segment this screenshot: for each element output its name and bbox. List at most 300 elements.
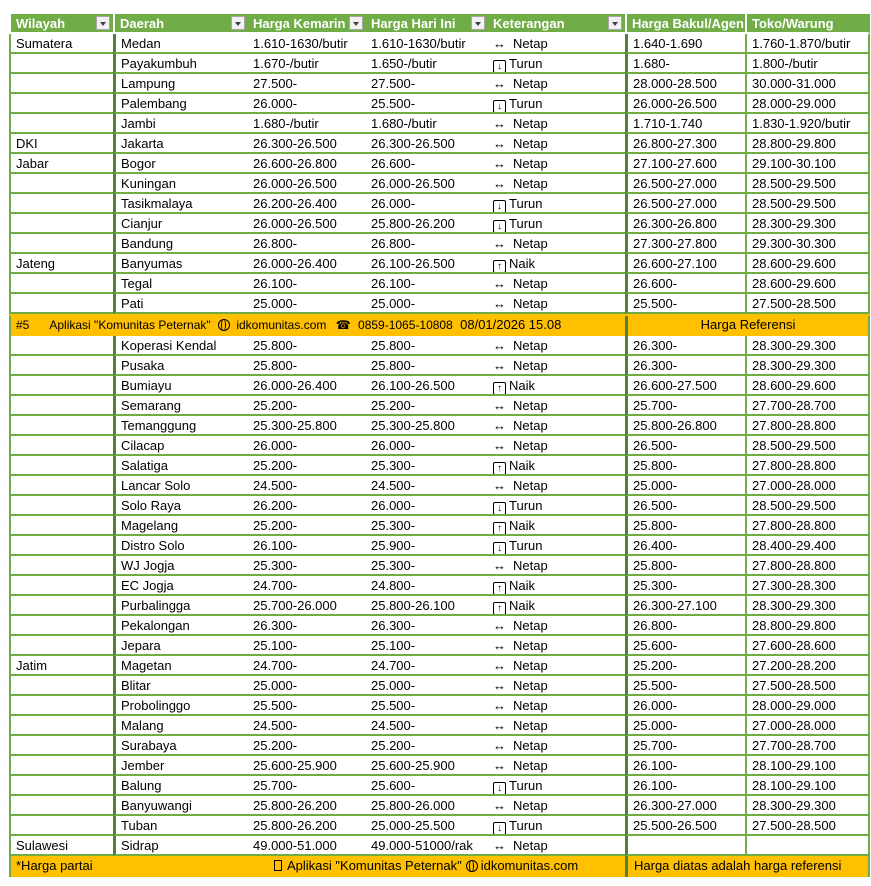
area-cell[interactable]: Pekalongan	[113, 616, 248, 636]
area-cell[interactable]: Blitar	[113, 676, 248, 696]
area-cell[interactable]: Banyumas	[113, 254, 248, 274]
status-cell[interactable]	[488, 416, 625, 436]
area-cell[interactable]: Distro Solo	[113, 536, 248, 556]
yesterday-price-cell[interactable]: 26.200-	[248, 496, 366, 516]
area-cell[interactable]: Koperasi Kendal	[113, 336, 248, 356]
shop-price-cell[interactable]: 28.500-29.500	[745, 496, 870, 516]
today-price-cell[interactable]: 1.610-1630/butir	[366, 34, 488, 54]
today-price-cell[interactable]: 26.800-	[366, 234, 488, 254]
agent-price-cell[interactable]: 26.100-	[625, 776, 745, 796]
shop-price-cell[interactable]: 28.800-29.800	[745, 134, 870, 154]
agent-price-cell[interactable]: 25.500-	[625, 676, 745, 696]
area-cell[interactable]: Cilacap	[113, 436, 248, 456]
left-right-arrow-icon: ↔	[493, 678, 506, 693]
banner-website[interactable]: idkomunitas.com	[236, 318, 327, 332]
area-cell[interactable]: Palembang	[113, 94, 248, 114]
yesterday-price-cell[interactable]: 26.200-26.400	[248, 194, 366, 214]
area-cell[interactable]: WJ Jogja	[113, 556, 248, 576]
status-cell[interactable]	[488, 616, 625, 636]
agent-price-cell[interactable]: 25.600-	[625, 636, 745, 656]
agent-price-cell[interactable]: 25.500-	[625, 294, 745, 314]
status-cell[interactable]	[488, 74, 625, 94]
table-row	[9, 496, 870, 516]
shop-price-cell[interactable]: 28.600-29.600	[745, 274, 870, 294]
agent-price-cell[interactable]: 25.500-26.500	[625, 816, 745, 836]
yesterday-price-cell[interactable]: 24.700-	[248, 656, 366, 676]
agent-price-cell[interactable]: 27.100-27.600	[625, 154, 745, 174]
today-price-cell[interactable]: 25.200-	[366, 396, 488, 416]
yesterday-price-cell[interactable]: 25.000-	[248, 676, 366, 696]
region-cell[interactable]	[9, 616, 113, 636]
yesterday-price-cell[interactable]: 26.000-26.500	[248, 214, 366, 234]
today-price-cell[interactable]: 25.000-	[366, 294, 488, 314]
region-cell[interactable]	[9, 396, 113, 416]
yesterday-price-cell[interactable]: 49.000-51.000	[248, 836, 366, 856]
yesterday-price-cell[interactable]: 25.200-	[248, 396, 366, 416]
area-cell[interactable]: Semarang	[113, 396, 248, 416]
agent-price-cell[interactable]: 25.700-	[625, 736, 745, 756]
region-cell[interactable]	[9, 536, 113, 556]
region-cell[interactable]	[9, 456, 113, 476]
today-price-cell[interactable]: 27.500-	[366, 74, 488, 94]
today-price-cell[interactable]: 26.100-26.500	[366, 376, 488, 396]
yesterday-price-cell[interactable]: 26.600-26.800	[248, 154, 366, 174]
status-cell[interactable]	[488, 174, 625, 194]
area-cell[interactable]: Solo Raya	[113, 496, 248, 516]
agent-price-cell[interactable]: 25.200-	[625, 656, 745, 676]
shop-price-cell[interactable]: 28.500-29.500	[745, 174, 870, 194]
shop-price-cell[interactable]: 27.000-28.000	[745, 476, 870, 496]
shop-price-cell[interactable]: 29.100-30.100	[745, 154, 870, 174]
column-header-label: Keterangan	[493, 16, 565, 31]
shop-price-cell[interactable]: 28.100-29.100	[745, 756, 870, 776]
shop-price-cell[interactable]: 1.800-/butir	[745, 54, 870, 74]
area-cell[interactable]: Medan	[113, 34, 248, 54]
agent-price-cell[interactable]: 26.300-27.000	[625, 796, 745, 816]
agent-price-cell[interactable]: 26.000-	[625, 696, 745, 716]
region-cell[interactable]	[9, 94, 113, 114]
area-cell[interactable]: Probolinggo	[113, 696, 248, 716]
status-cell[interactable]	[488, 556, 625, 576]
region-cell[interactable]	[9, 234, 113, 254]
yesterday-price-cell[interactable]: 25.300-25.800	[248, 416, 366, 436]
status-cell[interactable]	[488, 816, 625, 836]
status-cell[interactable]	[488, 134, 625, 154]
shop-price-cell[interactable]	[745, 836, 870, 856]
region-cell[interactable]	[9, 476, 113, 496]
status-cell[interactable]	[488, 756, 625, 776]
today-price-cell[interactable]: 25.300-	[366, 516, 488, 536]
region-cell[interactable]	[9, 496, 113, 516]
area-cell[interactable]: Sidrap	[113, 836, 248, 856]
agent-price-cell[interactable]: 26.300-27.100	[625, 596, 745, 616]
status-cell[interactable]	[488, 376, 625, 396]
today-price-cell[interactable]: 24.700-	[366, 656, 488, 676]
status-cell[interactable]	[488, 576, 625, 596]
agent-price-cell[interactable]: 26.800-27.300	[625, 134, 745, 154]
shop-price-cell[interactable]: 27.800-28.800	[745, 516, 870, 536]
status-cell[interactable]	[488, 254, 625, 274]
today-price-cell[interactable]: 26.300-26.500	[366, 134, 488, 154]
agent-price-cell[interactable]: 25.800-26.800	[625, 416, 745, 436]
area-cell[interactable]: Kuningan	[113, 174, 248, 194]
today-price-cell[interactable]: 26.000-	[366, 194, 488, 214]
status-cell[interactable]	[488, 516, 625, 536]
area-cell[interactable]: Bumiayu	[113, 376, 248, 396]
footer-website[interactable]: idkomunitas.com	[480, 858, 579, 873]
agent-price-cell[interactable]: 25.000-	[625, 476, 745, 496]
today-price-cell[interactable]: 24.500-	[366, 476, 488, 496]
area-cell[interactable]: Magelang	[113, 516, 248, 536]
area-cell[interactable]: Jakarta	[113, 134, 248, 154]
status-label: Netap	[513, 136, 548, 151]
shop-price-cell[interactable]: 30.000-31.000	[745, 74, 870, 94]
agent-price-cell[interactable]: 1.680-	[625, 54, 745, 74]
today-price-cell[interactable]: 26.000-	[366, 496, 488, 516]
area-cell[interactable]: Lancar Solo	[113, 476, 248, 496]
area-cell[interactable]: Temanggung	[113, 416, 248, 436]
shop-price-cell[interactable]: 27.500-28.500	[745, 816, 870, 836]
today-price-cell[interactable]: 25.600-	[366, 776, 488, 796]
status-cell[interactable]	[488, 636, 625, 656]
status-label: Netap	[513, 36, 548, 51]
today-price-cell[interactable]: 26.100-26.500	[366, 254, 488, 274]
status-cell[interactable]	[488, 836, 625, 856]
shop-price-cell[interactable]: 1.830-1.920/butir	[745, 114, 870, 134]
yesterday-price-cell[interactable]: 27.500-	[248, 74, 366, 94]
shop-price-cell[interactable]: 28.800-29.800	[745, 616, 870, 636]
yesterday-price-cell[interactable]: 26.000-26.500	[248, 174, 366, 194]
status-cell[interactable]	[488, 336, 625, 356]
agent-price-cell[interactable]: 27.300-27.800	[625, 234, 745, 254]
agent-price-cell[interactable]: 26.400-	[625, 536, 745, 556]
agent-price-cell[interactable]: 25.300-	[625, 576, 745, 596]
agent-price-cell[interactable]: 26.500-27.000	[625, 194, 745, 214]
area-cell[interactable]: Lampung	[113, 74, 248, 94]
shop-price-cell[interactable]: 27.500-28.500	[745, 294, 870, 314]
region-cell[interactable]	[9, 54, 113, 74]
agent-price-cell[interactable]: 26.500-27.000	[625, 174, 745, 194]
agent-price-cell[interactable]: 26.600-27.500	[625, 376, 745, 396]
today-price-cell[interactable]: 25.000-25.500	[366, 816, 488, 836]
today-price-cell[interactable]: 24.800-	[366, 576, 488, 596]
yesterday-price-cell[interactable]: 25.600-25.900	[248, 756, 366, 776]
region-cell[interactable]	[9, 556, 113, 576]
region-cell[interactable]	[9, 776, 113, 796]
agent-price-cell[interactable]: 28.000-28.500	[625, 74, 745, 94]
area-cell[interactable]: Banyuwangi	[113, 796, 248, 816]
yesterday-price-cell[interactable]: 26.000-26.400	[248, 376, 366, 396]
shop-price-cell[interactable]: 28.600-29.600	[745, 254, 870, 274]
agent-price-cell[interactable]: 26.000-26.500	[625, 94, 745, 114]
column-header-label: Harga Kemarin	[253, 16, 346, 31]
shop-price-cell[interactable]: 27.200-28.200	[745, 656, 870, 676]
today-price-cell[interactable]: 26.300-	[366, 616, 488, 636]
status-cell[interactable]	[488, 194, 625, 214]
status-cell[interactable]	[488, 476, 625, 496]
shop-price-cell[interactable]: 28.300-29.300	[745, 596, 870, 616]
region-cell[interactable]	[9, 214, 113, 234]
today-price-cell[interactable]: 25.500-	[366, 94, 488, 114]
left-right-arrow-icon: ↔	[493, 478, 506, 493]
agent-price-cell[interactable]: 26.500-	[625, 436, 745, 456]
agent-price-cell[interactable]: 25.000-	[625, 716, 745, 736]
area-cell[interactable]: Jember	[113, 756, 248, 776]
shop-price-cell[interactable]: 28.000-29.000	[745, 94, 870, 114]
area-cell[interactable]: Salatiga	[113, 456, 248, 476]
today-price-cell[interactable]: 25.200-	[366, 736, 488, 756]
shop-price-cell[interactable]: 28.300-29.300	[745, 796, 870, 816]
region-cell[interactable]	[9, 696, 113, 716]
region-cell[interactable]: Sulawesi	[9, 836, 113, 856]
shop-price-cell[interactable]: 27.000-28.000	[745, 716, 870, 736]
status-label: Naik	[509, 578, 536, 593]
area-cell[interactable]: Jambi	[113, 114, 248, 134]
area-cell[interactable]: Tegal	[113, 274, 248, 294]
status-cell[interactable]	[488, 154, 625, 174]
shop-price-cell[interactable]: 27.800-28.800	[745, 456, 870, 476]
agent-price-cell[interactable]: 26.600-27.100	[625, 254, 745, 274]
yesterday-price-cell[interactable]: 25.700-	[248, 776, 366, 796]
yesterday-price-cell[interactable]: 25.200-	[248, 736, 366, 756]
shop-price-cell[interactable]: 27.700-28.700	[745, 736, 870, 756]
region-cell[interactable]	[9, 436, 113, 456]
region-cell[interactable]	[9, 174, 113, 194]
region-cell[interactable]	[9, 796, 113, 816]
shop-price-cell[interactable]: 28.500-29.500	[745, 194, 870, 214]
yesterday-price-cell[interactable]: 24.500-	[248, 716, 366, 736]
yesterday-price-cell[interactable]: 25.100-	[248, 636, 366, 656]
status-cell[interactable]	[488, 54, 625, 74]
status-cell[interactable]	[488, 676, 625, 696]
yesterday-price-cell[interactable]: 1.670-/butir	[248, 54, 366, 74]
yesterday-price-cell[interactable]: 25.000-	[248, 294, 366, 314]
table-row	[9, 556, 870, 576]
status-cell[interactable]	[488, 94, 625, 114]
agent-price-cell[interactable]: 26.300-	[625, 336, 745, 356]
today-price-cell[interactable]: 1.650-/butir	[366, 54, 488, 74]
status-cell[interactable]	[488, 456, 625, 476]
yesterday-price-cell[interactable]: 26.100-	[248, 536, 366, 556]
area-cell[interactable]: EC Jogja	[113, 576, 248, 596]
shop-price-cell[interactable]: 28.300-29.300	[745, 356, 870, 376]
region-cell[interactable]	[9, 816, 113, 836]
today-price-cell[interactable]: 25.800-26.000	[366, 796, 488, 816]
region-cell[interactable]	[9, 74, 113, 94]
status-cell[interactable]	[488, 356, 625, 376]
area-cell[interactable]: Balung	[113, 776, 248, 796]
shop-price-cell[interactable]: 27.800-28.800	[745, 416, 870, 436]
region-cell[interactable]	[9, 576, 113, 596]
status-cell[interactable]	[488, 114, 625, 134]
filter-dropdown-icon[interactable]	[608, 16, 622, 30]
today-price-cell[interactable]: 25.000-	[366, 676, 488, 696]
today-price-cell[interactable]: 25.800-26.200	[366, 214, 488, 234]
agent-price-cell[interactable]: 25.800-	[625, 556, 745, 576]
yesterday-price-cell[interactable]: 25.200-	[248, 456, 366, 476]
shop-price-cell[interactable]: 28.300-29.300	[745, 214, 870, 234]
shop-price-cell[interactable]: 28.400-29.400	[745, 536, 870, 556]
region-cell[interactable]	[9, 114, 113, 134]
today-price-cell[interactable]: 26.000-	[366, 436, 488, 456]
yesterday-price-cell[interactable]: 26.000-	[248, 94, 366, 114]
region-cell[interactable]	[9, 376, 113, 396]
region-cell[interactable]	[9, 356, 113, 376]
status-cell[interactable]	[488, 656, 625, 676]
area-cell[interactable]: Pati	[113, 294, 248, 314]
yesterday-price-cell[interactable]: 25.800-26.200	[248, 796, 366, 816]
today-price-cell[interactable]: 25.500-	[366, 696, 488, 716]
region-cell[interactable]: Jabar	[9, 154, 113, 174]
agent-price-cell[interactable]: 25.700-	[625, 396, 745, 416]
filter-dropdown-icon[interactable]	[96, 16, 110, 30]
region-cell[interactable]	[9, 676, 113, 696]
area-cell[interactable]: Bogor	[113, 154, 248, 174]
region-cell[interactable]	[9, 416, 113, 436]
region-cell[interactable]	[9, 636, 113, 656]
region-cell[interactable]	[9, 274, 113, 294]
agent-price-cell[interactable]: 26.300-	[625, 356, 745, 376]
agent-price-cell[interactable]: 26.800-	[625, 616, 745, 636]
today-price-cell[interactable]: 24.500-	[366, 716, 488, 736]
area-cell[interactable]: Pusaka	[113, 356, 248, 376]
status-cell[interactable]	[488, 536, 625, 556]
status-cell[interactable]	[488, 396, 625, 416]
status-label: Turun	[509, 778, 543, 793]
today-price-cell[interactable]: 25.800-	[366, 356, 488, 376]
shop-price-cell[interactable]: 28.600-29.600	[745, 376, 870, 396]
status-cell[interactable]	[488, 776, 625, 796]
region-cell[interactable]	[9, 336, 113, 356]
area-cell[interactable]: Purbalingga	[113, 596, 248, 616]
area-cell[interactable]: Cianjur	[113, 214, 248, 234]
region-cell[interactable]: Jatim	[9, 656, 113, 676]
agent-price-cell[interactable]: 25.800-	[625, 456, 745, 476]
status-cell[interactable]	[488, 214, 625, 234]
status-cell[interactable]	[488, 496, 625, 516]
region-cell[interactable]	[9, 194, 113, 214]
status-cell[interactable]	[488, 436, 625, 456]
yesterday-price-cell[interactable]: 26.300-	[248, 616, 366, 636]
region-cell[interactable]	[9, 736, 113, 756]
yesterday-price-cell[interactable]: 26.800-	[248, 234, 366, 254]
status-cell[interactable]	[488, 274, 625, 294]
agent-price-cell[interactable]: 1.640-1.690	[625, 34, 745, 54]
filter-dropdown-icon[interactable]	[471, 16, 485, 30]
region-cell[interactable]: Sumatera	[9, 34, 113, 54]
today-price-cell[interactable]: 25.300-	[366, 456, 488, 476]
shop-price-cell[interactable]: 1.760-1.870/butir	[745, 34, 870, 54]
area-cell[interactable]: Payakumbuh	[113, 54, 248, 74]
area-cell[interactable]: Bandung	[113, 234, 248, 254]
yesterday-price-cell[interactable]: 26.000-26.400	[248, 254, 366, 274]
agent-price-cell[interactable]	[625, 836, 745, 856]
agent-price-cell[interactable]: 26.100-	[625, 756, 745, 776]
region-cell[interactable]	[9, 596, 113, 616]
status-cell[interactable]	[488, 696, 625, 716]
status-cell[interactable]	[488, 34, 625, 54]
status-cell[interactable]	[488, 716, 625, 736]
area-cell[interactable]: Surabaya	[113, 736, 248, 756]
agent-price-cell[interactable]: 26.500-	[625, 496, 745, 516]
filter-dropdown-icon[interactable]	[349, 16, 363, 30]
status-cell[interactable]	[488, 596, 625, 616]
yesterday-price-cell[interactable]: 24.700-	[248, 576, 366, 596]
agent-price-cell[interactable]: 26.600-	[625, 274, 745, 294]
today-price-cell[interactable]: 25.300-25.800	[366, 416, 488, 436]
today-price-cell[interactable]: 25.600-25.900	[366, 756, 488, 776]
area-cell[interactable]: Tasikmalaya	[113, 194, 248, 214]
today-price-cell[interactable]: 1.680-/butir	[366, 114, 488, 134]
agent-price-cell[interactable]: 1.710-1.740	[625, 114, 745, 134]
shop-price-cell[interactable]: 29.300-30.300	[745, 234, 870, 254]
status-label: Netap	[513, 758, 548, 773]
yesterday-price-cell[interactable]: 25.700-26.000	[248, 596, 366, 616]
today-price-cell[interactable]: 25.100-	[366, 636, 488, 656]
yesterday-price-cell[interactable]: 25.200-	[248, 516, 366, 536]
today-price-cell[interactable]: 26.100-	[366, 274, 488, 294]
yesterday-price-cell[interactable]: 24.500-	[248, 476, 366, 496]
shop-price-cell[interactable]: 28.100-29.100	[745, 776, 870, 796]
yesterday-price-cell[interactable]: 25.300-	[248, 556, 366, 576]
today-price-cell[interactable]: 25.800-	[366, 336, 488, 356]
column-header	[248, 14, 366, 34]
today-price-cell[interactable]: 26.600-	[366, 154, 488, 174]
today-price-cell[interactable]: 49.000-51000/rak	[366, 836, 488, 856]
agent-price-cell[interactable]: 26.300-26.800	[625, 214, 745, 234]
filter-dropdown-icon[interactable]	[231, 16, 245, 30]
shop-price-cell[interactable]: 27.600-28.600	[745, 636, 870, 656]
region-cell[interactable]	[9, 756, 113, 776]
shop-price-cell[interactable]: 27.300-28.300	[745, 576, 870, 596]
yesterday-price-cell[interactable]: 26.300-26.500	[248, 134, 366, 154]
region-cell[interactable]	[9, 516, 113, 536]
yesterday-price-cell[interactable]: 26.100-	[248, 274, 366, 294]
shop-price-cell[interactable]: 27.800-28.800	[745, 556, 870, 576]
yesterday-price-cell[interactable]: 25.800-	[248, 336, 366, 356]
shop-price-cell[interactable]: 28.000-29.000	[745, 696, 870, 716]
status-cell[interactable]	[488, 796, 625, 816]
area-cell[interactable]: Malang	[113, 716, 248, 736]
status-cell[interactable]	[488, 294, 625, 314]
today-price-cell[interactable]: 25.300-	[366, 556, 488, 576]
agent-price-cell[interactable]: 25.800-	[625, 516, 745, 536]
region-cell[interactable]	[9, 294, 113, 314]
shop-price-cell[interactable]: 27.700-28.700	[745, 396, 870, 416]
region-cell[interactable]: Jateng	[9, 254, 113, 274]
area-cell[interactable]: Jepara	[113, 636, 248, 656]
area-cell[interactable]: Tuban	[113, 816, 248, 836]
region-cell[interactable]: DKI	[9, 134, 113, 154]
yesterday-price-cell[interactable]: 25.800-	[248, 356, 366, 376]
status-cell[interactable]	[488, 736, 625, 756]
yesterday-price-cell[interactable]: 25.800-26.200	[248, 816, 366, 836]
today-price-cell[interactable]: 26.000-26.500	[366, 174, 488, 194]
status-cell[interactable]	[488, 234, 625, 254]
area-cell[interactable]: Magetan	[113, 656, 248, 676]
today-price-cell[interactable]: 25.900-	[366, 536, 488, 556]
shop-price-cell[interactable]: 28.300-29.300	[745, 336, 870, 356]
shop-price-cell[interactable]: 27.500-28.500	[745, 676, 870, 696]
yesterday-price-cell[interactable]: 25.500-	[248, 696, 366, 716]
yesterday-price-cell[interactable]: 1.610-1630/butir	[248, 34, 366, 54]
shop-price-cell[interactable]: 28.500-29.500	[745, 436, 870, 456]
yesterday-price-cell[interactable]: 1.680-/butir	[248, 114, 366, 134]
today-price-cell[interactable]: 25.800-26.100	[366, 596, 488, 616]
region-cell[interactable]	[9, 716, 113, 736]
yesterday-price-cell[interactable]: 26.000-	[248, 436, 366, 456]
banner-phone[interactable]: 0859-1065-10808	[358, 318, 453, 332]
